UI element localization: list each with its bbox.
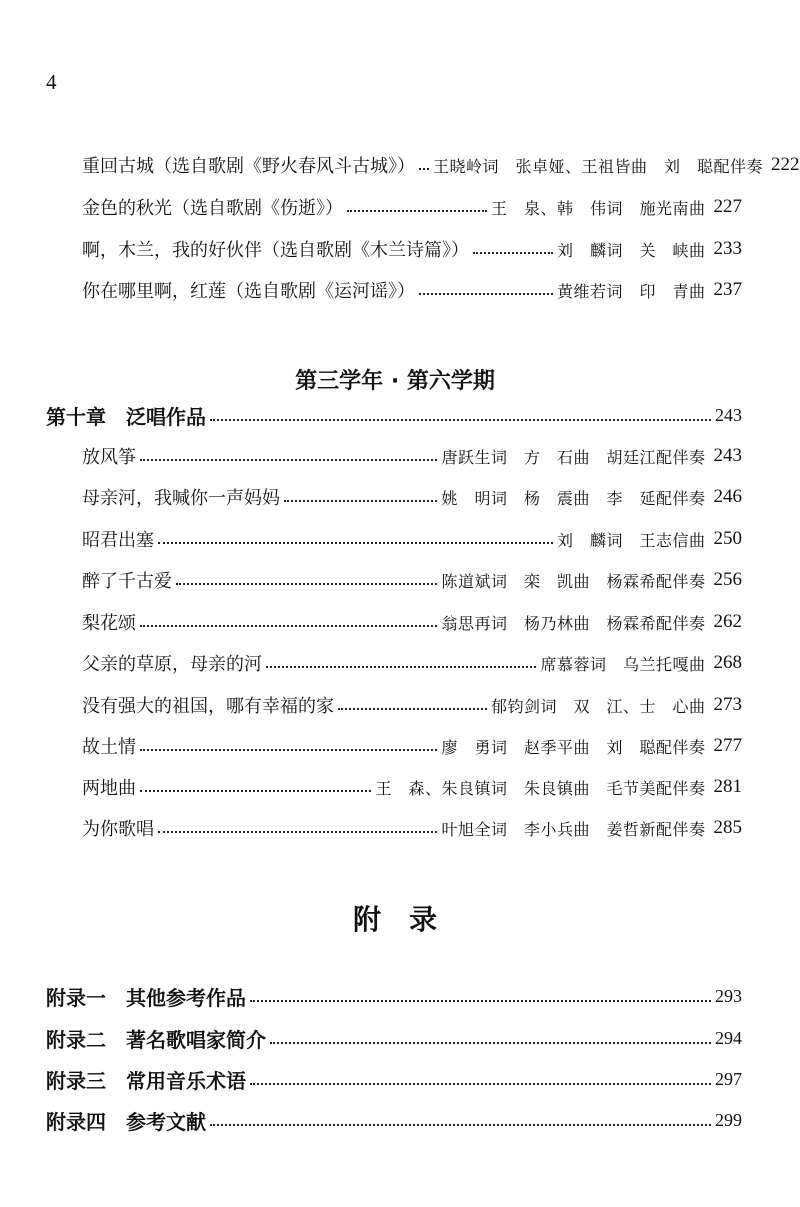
entry-title: 故土情 bbox=[82, 737, 136, 758]
toc-entry[interactable] bbox=[82, 441, 742, 471]
leader-dots bbox=[176, 583, 437, 585]
toc-entry[interactable] bbox=[82, 813, 742, 843]
entry-page: 256 bbox=[713, 569, 742, 590]
toc-entry[interactable] bbox=[82, 772, 742, 802]
leader-dots bbox=[250, 1083, 711, 1085]
appendix-page: 294 bbox=[715, 1027, 742, 1048]
entry-page: 277 bbox=[713, 735, 742, 756]
entry-title: 醉了千古爱 bbox=[82, 571, 172, 592]
page-number: 4 bbox=[46, 70, 57, 94]
entry-credits: 翁思再词 杨乃林曲 杨霖希配伴奏 bbox=[441, 613, 706, 633]
entry-title: 放风筝 bbox=[82, 447, 136, 468]
appendix-page: 293 bbox=[715, 985, 742, 1006]
entry-page: 250 bbox=[713, 528, 742, 549]
leader-dots bbox=[210, 419, 711, 421]
chapter-page: 243 bbox=[715, 404, 742, 425]
toc-entry[interactable] bbox=[82, 482, 742, 512]
leader-dots bbox=[158, 542, 553, 544]
appendix-page: 299 bbox=[715, 1109, 742, 1130]
appendix-title: 附录三 常用音乐术语 bbox=[46, 1068, 246, 1093]
leader-dots bbox=[140, 749, 437, 751]
entry-title: 父亲的草原，母亲的河 bbox=[82, 654, 262, 675]
entry-page: 246 bbox=[713, 486, 742, 507]
entry-title: 为你歌唱 bbox=[82, 819, 154, 840]
appendix-page: 297 bbox=[715, 1068, 742, 1089]
leader-dots bbox=[347, 210, 487, 212]
leader-dots bbox=[140, 625, 437, 627]
appendix-title: 附录四 参考文献 bbox=[46, 1109, 206, 1134]
appendix-title: 附录二 著名歌唱家简介 bbox=[46, 1027, 266, 1052]
chapter-entry[interactable] bbox=[46, 398, 742, 432]
entry-page: 227 bbox=[713, 196, 742, 217]
appendix-entry[interactable] bbox=[46, 979, 742, 1013]
leader-dots bbox=[266, 666, 536, 668]
entry-title: 昭君出塞 bbox=[82, 530, 154, 551]
leader-dots bbox=[419, 293, 553, 295]
entry-credits: 黄维若词 印 青曲 bbox=[556, 281, 706, 301]
entry-page: 281 bbox=[713, 776, 742, 797]
entry-title: 重回古城（选自歌剧《野火春风斗古城》） bbox=[82, 156, 415, 177]
entry-credits: 姚 明词 杨 震曲 李 延配伴奏 bbox=[441, 488, 706, 508]
leader-dots bbox=[473, 252, 553, 254]
entry-title: 没有强大的祖国，哪有幸福的家 bbox=[82, 696, 334, 717]
entry-page: 222 bbox=[771, 154, 800, 175]
entry-credits: 王晓岭词 张卓娅、王祖皆曲 刘 聪配伴奏 bbox=[433, 156, 764, 176]
toc-entry[interactable] bbox=[82, 150, 800, 180]
entry-page: 233 bbox=[713, 238, 742, 259]
entry-title: 梨花颂 bbox=[82, 613, 136, 634]
toc-entry[interactable] bbox=[82, 565, 742, 595]
toc-entry[interactable] bbox=[82, 524, 742, 554]
appendix-heading: 附 录 bbox=[352, 903, 437, 936]
leader-dots bbox=[210, 1124, 711, 1126]
entry-title: 金色的秋光（选自歌剧《伤逝》） bbox=[82, 198, 343, 219]
leader-dots bbox=[284, 500, 437, 502]
appendix-title: 附录一 其他参考作品 bbox=[46, 985, 246, 1010]
toc-entry[interactable] bbox=[82, 690, 742, 720]
entry-credits: 王 森、朱良镇词 朱良镇曲 毛节美配伴奏 bbox=[375, 778, 706, 798]
entry-title: 你在哪里啊，红莲（选自歌剧《运河谣》） bbox=[82, 281, 415, 302]
entry-credits: 席慕蓉词 乌兰托嘎曲 bbox=[540, 654, 706, 674]
leader-dots bbox=[158, 831, 437, 833]
toc-entry[interactable] bbox=[82, 275, 742, 305]
leader-dots bbox=[419, 168, 429, 170]
toc-entry[interactable] bbox=[82, 607, 742, 637]
entry-title: 啊，木兰，我的好伙伴（选自歌剧《木兰诗篇》） bbox=[82, 240, 469, 261]
entry-page: 243 bbox=[713, 445, 742, 466]
leader-dots bbox=[140, 790, 371, 792]
entry-credits: 陈道斌词 栾 凯曲 杨霖希配伴奏 bbox=[441, 571, 706, 591]
entry-credits: 廖 勇词 赵季平曲 刘 聪配伴奏 bbox=[441, 737, 706, 757]
appendix-entry[interactable] bbox=[46, 1062, 742, 1096]
chapter-title: 第十章 泛唱作品 bbox=[46, 404, 206, 429]
toc-entry[interactable] bbox=[82, 234, 742, 264]
entry-title: 两地曲 bbox=[82, 778, 136, 799]
entry-credits: 刘 麟词 关 峡曲 bbox=[556, 240, 706, 260]
entry-credits: 郁钧剑词 双 江、士 心曲 bbox=[490, 696, 706, 716]
toc-entry[interactable] bbox=[82, 731, 742, 761]
leader-dots bbox=[140, 459, 437, 461]
entry-title: 母亲河，我喊你一声妈妈 bbox=[82, 488, 280, 509]
entry-credits: 叶旭全词 李小兵曲 姜哲新配伴奏 bbox=[441, 819, 706, 839]
entry-page: 273 bbox=[713, 694, 742, 715]
entry-credits: 唐跃生词 方 石曲 胡廷江配伴奏 bbox=[441, 447, 706, 467]
semester-heading: 第三学年 · 第六学期 bbox=[295, 369, 495, 394]
toc-entry[interactable] bbox=[82, 648, 742, 678]
entry-page: 285 bbox=[713, 817, 742, 838]
appendix-entry[interactable] bbox=[46, 1021, 742, 1055]
toc-entry[interactable] bbox=[82, 192, 742, 222]
leader-dots bbox=[338, 708, 487, 710]
entry-credits: 刘 麟词 王志信曲 bbox=[556, 530, 706, 550]
entry-page: 237 bbox=[713, 279, 742, 300]
entry-page: 262 bbox=[713, 611, 742, 632]
entry-page: 268 bbox=[713, 652, 742, 673]
entry-credits: 王 泉、韩 伟词 施光南曲 bbox=[490, 198, 706, 218]
leader-dots bbox=[250, 1000, 711, 1002]
appendix-entry[interactable] bbox=[46, 1103, 742, 1137]
leader-dots bbox=[270, 1042, 711, 1044]
